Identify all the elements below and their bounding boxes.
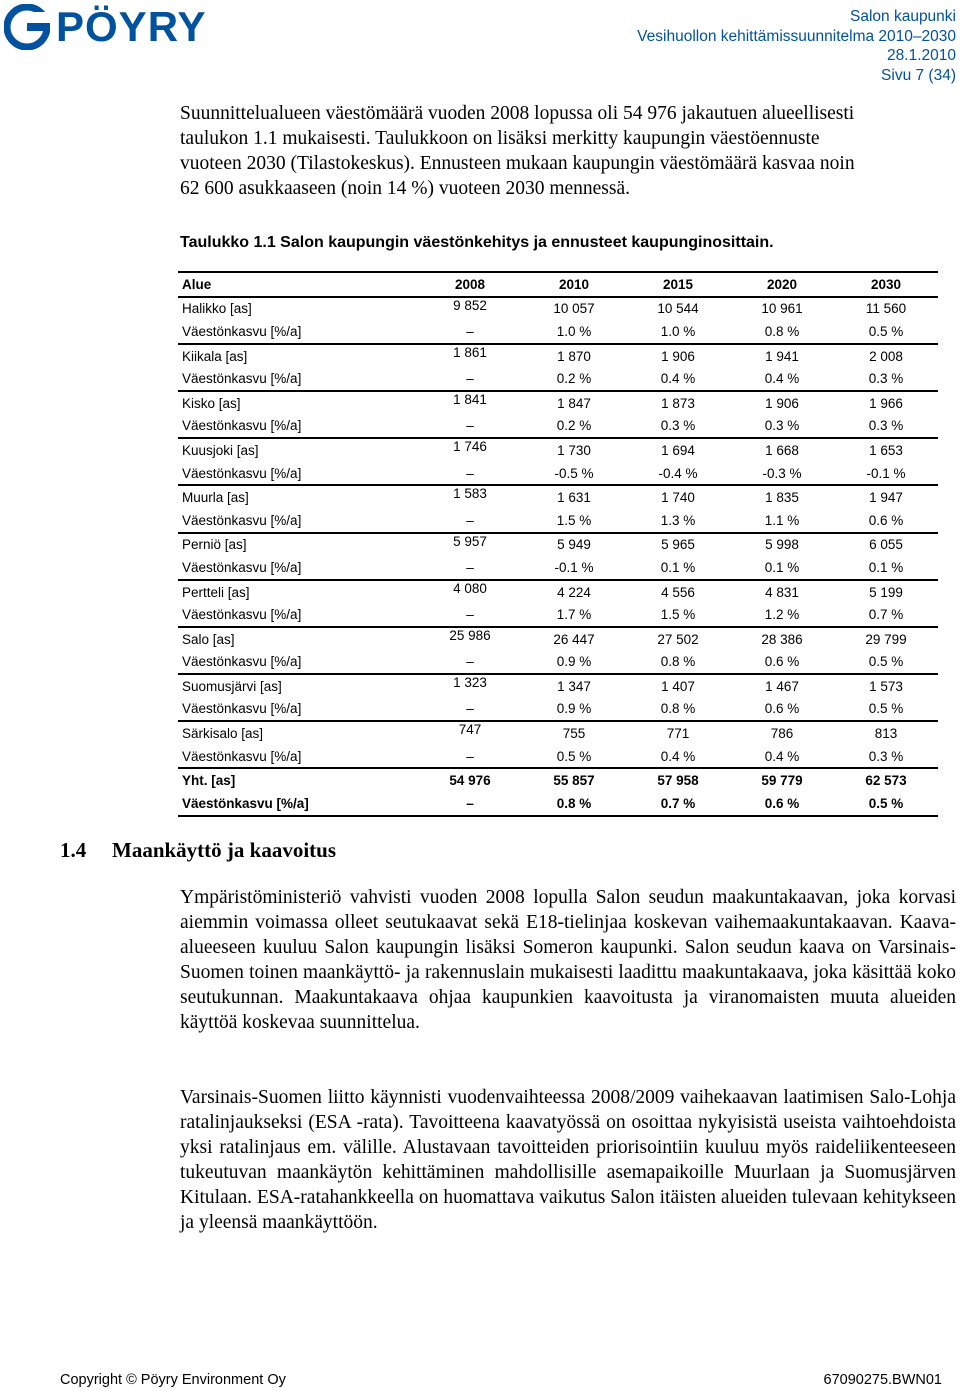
table-cell: 1.1 % (764, 512, 800, 528)
table-cell: 4 556 (626, 580, 730, 604)
intro-line: Suunnittelualueen väestömäärä vuoden 2008 lopussa oli 54 976 jakautuen alueellisesti (180, 103, 855, 124)
row-label: Väestönkasvu [%/a] (182, 559, 302, 575)
table-cell: 1 835 (730, 485, 834, 509)
table-cell: 4 831 (730, 580, 834, 604)
table-cell: 1 740 (626, 485, 730, 509)
table-cell: 1 870 (522, 344, 626, 368)
table-cell: 0.3 % (868, 371, 904, 387)
table-cell: 0.6 % (868, 512, 904, 528)
table-cell: 10 961 (730, 297, 834, 321)
table-cell: 55 857 (522, 768, 626, 792)
table-cell: 1 347 (522, 674, 626, 698)
column-header: 2015 (626, 272, 730, 297)
column-header: 2030 (834, 272, 938, 297)
table-header-row (178, 272, 938, 297)
row-label: Väestönkasvu [%/a] (182, 465, 302, 481)
table-cell: 1 730 (522, 438, 626, 462)
table-row (178, 367, 938, 391)
table-cell: 1 906 (730, 391, 834, 415)
table-cell: 4 224 (522, 580, 626, 604)
table-cell: 1 746 (418, 438, 522, 462)
table-cell: 62 573 (834, 768, 938, 792)
table-cell: 1.0 % (556, 323, 592, 339)
row-label: Väestönkasvu [%/a] (182, 323, 302, 339)
table-cell: 1 841 (418, 391, 522, 415)
table-cell: 0.5 % (868, 701, 904, 717)
row-label: Väestönkasvu [%/a] (182, 512, 302, 528)
table-cell: 0.3 % (660, 418, 696, 434)
row-label: Särkisalo [as] (178, 721, 418, 745)
table-cell: 1 861 (418, 344, 522, 368)
table-cell: 1 966 (834, 391, 938, 415)
table-row (178, 698, 938, 722)
table-cell: 0.5 % (556, 748, 592, 764)
table-row (178, 344, 938, 368)
table-cell: 1 323 (418, 674, 522, 698)
table-cell: 5 965 (626, 533, 730, 557)
table-cell: 755 (522, 721, 626, 745)
poyry-logo (4, 4, 206, 50)
table-cell: 0.5 % (868, 654, 904, 670)
population-table (178, 271, 938, 817)
table-cell: 0.8 % (660, 701, 696, 717)
table-cell: 1 573 (834, 674, 938, 698)
table-cell: 0.1 % (764, 559, 800, 575)
footer-copyright: Copyright © Pöyry Environment Oy (60, 1372, 286, 1388)
row-label: Väestönkasvu [%/a] (182, 418, 302, 434)
table-cell: 1 847 (522, 391, 626, 415)
row-label: Yht. [as] (178, 768, 418, 792)
table-cell: 1 906 (626, 344, 730, 368)
table-cell: 1 653 (834, 438, 938, 462)
table-row (178, 462, 938, 486)
table-cell: – (466, 512, 474, 528)
table-row (178, 485, 938, 509)
table-cell: – (466, 654, 474, 670)
section-title: Maankäyttö ja kaavoitus (112, 838, 337, 862)
column-header: 2020 (730, 272, 834, 297)
table-cell: – (466, 701, 474, 717)
table-cell: 0.8 % (522, 792, 626, 816)
intro-paragraph (180, 101, 956, 201)
table-cell: -0.1 % (866, 465, 906, 481)
table-cell: 1 947 (834, 485, 938, 509)
table-cell: 786 (730, 721, 834, 745)
table-cell: 1.3 % (660, 512, 696, 528)
table-cell: – (466, 465, 474, 481)
table-cell: 2 008 (834, 344, 938, 368)
table-cell: 29 799 (834, 627, 938, 651)
table-cell: 1.0 % (660, 323, 696, 339)
table-cell: 1 467 (730, 674, 834, 698)
table-cell: 747 (418, 721, 522, 745)
table-row (178, 674, 938, 698)
table-cell: 1 631 (522, 485, 626, 509)
table-cell: 5 957 (418, 533, 522, 557)
intro-line: vuoteen 2030 (Tilastokeskus). Ennusteen mukaan kaupungin väestömäärä kasvaa noin (180, 153, 855, 174)
table-row (178, 320, 938, 344)
row-label: Väestönkasvu [%/a] (182, 654, 302, 670)
table-cell: – (418, 792, 522, 816)
header-document-title: Vesihuollon kehittämissuunnitelma 2010–2030 (637, 27, 956, 45)
table-cell: 0.8 % (660, 654, 696, 670)
table-cell: 6 055 (834, 533, 938, 557)
table-cell: 0.7 % (626, 792, 730, 816)
table-cell: 4 080 (418, 580, 522, 604)
table-cell: 1 668 (730, 438, 834, 462)
intro-line: 62 600 asukkaaseen (noin 14 %) vuoteen 2030 mennessä. (180, 178, 631, 199)
table-cell: 0.7 % (868, 607, 904, 623)
section-heading (60, 838, 336, 863)
page-footer (60, 1372, 942, 1388)
row-label: Väestönkasvu [%/a] (182, 701, 302, 717)
table-cell: 0.4 % (660, 748, 696, 764)
table-cell: 0.5 % (868, 323, 904, 339)
table-cell: – (466, 418, 474, 434)
section-paragraph: Varsinais-Suomen liitto käynnisti vuodenvaihteessa 2008/2009 vaihekaavan laatimisen Salo-Lohja ratalinjaukseksi (ESA -rata). Tavoitteena kaavatyössä on osoittaa nykyisistä useista vaihtoehdoista yksi ratalinjaus em. välille. Alustavaan tavoitteiden priorisointiin kuuluu myös raideliikenteeseen tukeutuvan maankäytön kehittäminen mahdollisille asemapaikoille Muurlaan ja Suomusjärven Kitulaan. ESA-ratahankkeella on huomattava vaikutus Salon itäisten alueiden tulevaan kehitykseen ja yleensä maankäyttöön. (180, 1087, 956, 1233)
table-cell: – (466, 607, 474, 623)
table-row (178, 509, 938, 533)
table-cell: 26 447 (522, 627, 626, 651)
table-row (178, 651, 938, 675)
table-cell: 771 (626, 721, 730, 745)
table-row (178, 792, 938, 816)
table-cell: 25 986 (418, 627, 522, 651)
table-cell: – (466, 371, 474, 387)
table-cell: 0.3 % (764, 418, 800, 434)
table-cell: -0.5 % (554, 465, 594, 481)
table-cell: 0.8 % (764, 323, 800, 339)
section-paragraph: Ympäristöministeriö vahvisti vuoden 2008 lopulla Salon seudun maakuntakaavan, joka korvasi aiemmin voimassa olleet seutukaavat sekä E18-tielinjaa koskevan vaihemaakuntakaavan. Kaava-alueeseen kuuluu Salon kaupungin lisäksi Someron kaupunki. Salon seudun kaava on Varsinais-Suomen toinen maankäyttö- ja rakennuslain mukaisesti laadittu maakuntakaava, joka käsittää koko seutukunnan. Maakuntakaava ohjaa kaupunkien kaavoitusta ja viranomaisten muuta alueiden käyttöä koskevaa suunnittelua. (180, 887, 956, 1033)
page-header (0, 0, 960, 90)
table-cell: 1.2 % (764, 607, 800, 623)
header-meta (637, 7, 956, 85)
row-label: Suomusjärvi [as] (178, 674, 418, 698)
table-cell: 1 694 (626, 438, 730, 462)
table-cell: 5 199 (834, 580, 938, 604)
table-cell: 9 852 (418, 297, 522, 321)
row-label: Halikko [as] (178, 297, 418, 321)
table-row (178, 297, 938, 321)
row-label: Perniö [as] (178, 533, 418, 557)
table-cell: 5 998 (730, 533, 834, 557)
row-label: Pertteli [as] (178, 580, 418, 604)
row-label: Väestönkasvu [%/a] (182, 371, 302, 387)
table-cell: 0.2 % (556, 418, 592, 434)
table-cell: 0.9 % (556, 701, 592, 717)
row-label: Kiikala [as] (178, 344, 418, 368)
table-cell: 1 407 (626, 674, 730, 698)
intro-line: taulukon 1.1 mukaisesti. Taulukkoon on lisäksi merkitty kaupungin väestöennuste (180, 128, 820, 149)
row-label: Salo [as] (178, 627, 418, 651)
table-cell: 813 (834, 721, 938, 745)
table-row (178, 721, 938, 745)
table-row (178, 391, 938, 415)
row-label: Kisko [as] (178, 391, 418, 415)
table-cell: 0.2 % (556, 371, 592, 387)
table-cell: – (466, 323, 474, 339)
table-cell: 28 386 (730, 627, 834, 651)
table-cell: 0.4 % (660, 371, 696, 387)
section-number: 1.4 (60, 838, 87, 862)
table-cell: 0.3 % (868, 748, 904, 764)
table-cell: 0.6 % (764, 654, 800, 670)
table-row (178, 415, 938, 439)
table-cell: 0.9 % (556, 654, 592, 670)
table-cell: 11 560 (834, 297, 938, 321)
column-header: Alue (178, 272, 418, 297)
table-cell: 0.6 % (730, 792, 834, 816)
table-cell: 10 544 (626, 297, 730, 321)
row-label: Väestönkasvu [%/a] (182, 607, 302, 623)
table-cell: -0.4 % (658, 465, 698, 481)
table-cell: 0.3 % (868, 418, 904, 434)
table-cell: – (466, 748, 474, 764)
table-row (178, 627, 938, 651)
table-cell: 0.1 % (868, 559, 904, 575)
row-label: Kuusjoki [as] (178, 438, 418, 462)
table-cell: 1.5 % (556, 512, 592, 528)
table-cell: 5 949 (522, 533, 626, 557)
table-cell: 57 958 (626, 768, 730, 792)
column-header: 2010 (522, 272, 626, 297)
table-row (178, 533, 938, 557)
table-cell: 59 779 (730, 768, 834, 792)
table-cell: 54 976 (418, 768, 522, 792)
table-row (178, 768, 938, 792)
footer-document-id: 67090275.BWN01 (823, 1372, 942, 1388)
header-date: 28.1.2010 (887, 47, 956, 64)
table-cell: 0.4 % (764, 748, 800, 764)
table-cell: -0.1 % (554, 559, 594, 575)
table-cell: 1 583 (418, 485, 522, 509)
table-row (178, 580, 938, 604)
table-cell: 1.5 % (660, 607, 696, 623)
table-cell: 0.5 % (834, 792, 938, 816)
table-cell: 1 941 (730, 344, 834, 368)
poyry-logo-icon (4, 4, 50, 50)
header-client: Salon kaupunki (850, 8, 956, 25)
header-page-number: Sivu 7 (34) (881, 66, 956, 84)
row-label: Väestönkasvu [%/a] (178, 792, 418, 816)
table-cell: 0.6 % (764, 701, 800, 717)
table-cell: 10 057 (522, 297, 626, 321)
row-label: Muurla [as] (178, 485, 418, 509)
table-cell: 1 873 (626, 391, 730, 415)
table-row (178, 603, 938, 627)
table-cell: 0.4 % (764, 371, 800, 387)
logo-wordmark: PÖYRY (56, 3, 207, 50)
table-cell: – (466, 559, 474, 575)
table-row (178, 556, 938, 580)
table-cell: 27 502 (626, 627, 730, 651)
table-cell: 1.7 % (556, 607, 592, 623)
column-header: 2008 (418, 272, 522, 297)
table-row (178, 438, 938, 462)
table-cell: -0.3 % (762, 465, 802, 481)
row-label: Väestönkasvu [%/a] (182, 748, 302, 764)
table-cell: 0.1 % (660, 559, 696, 575)
table-row (178, 745, 938, 769)
table-caption: Taulukko 1.1 Salon kaupungin väestönkehitys ja ennusteet kaupunginosittain. (180, 234, 774, 251)
